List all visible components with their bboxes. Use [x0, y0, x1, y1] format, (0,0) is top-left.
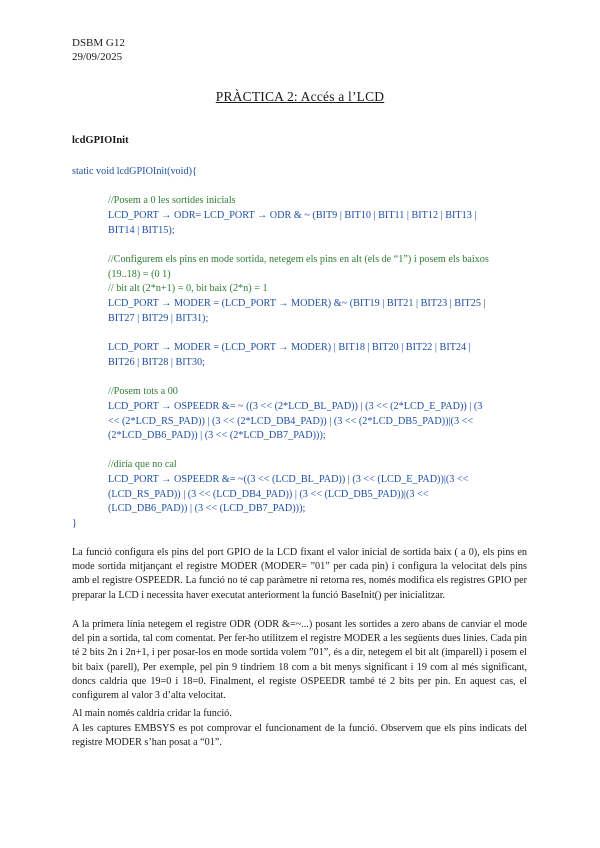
- code-line: LCD_PORT → MODER = (LCD_PORT → MODER) &~ (BIT19 | BIT21 | BIT23 | BIT25 |: [108, 298, 486, 309]
- code-comment: //Configurem els pins en mode sortida, netegem els pins en alt (els de “1”) i posem els baixos: [108, 254, 489, 265]
- code-comment: // bit alt (2*n+1) = 0, bit baix (2*n) = 1: [108, 283, 268, 294]
- author-label: DSBM G12: [72, 37, 125, 49]
- paragraph-description: La funció configura els pins del port GPIO de la LCD fixant el valor inicial de sortida baix ( a 0), els pins en mode sortida mitjançant el registre MODER (MODER= ”01” per cada pin) i configura la velocitat dels pins amb el registre OSPEEDR. La funció no té cap paràmetre ni retorna res, només modifica els registres GPIO per preparar la LCD i necessita haver executat anteriorment la funció BaseInit() per inicialitzar.: [72, 547, 527, 601]
- code-signature: static void lcdGPIOInit(void){: [72, 166, 197, 177]
- paragraph-explanation: A la primera línia netegem el registre ODR (ODR &=~...) posant les sortides a zero abans de canviar el mode del pin a sortida, tal com comentat. Per fer-ho utilitzem el registre MODER a les següents dues línies. Cada pin té 2 bits 2n i 2n+1, i per posar-los en mode sortida volem ”01”, és a dir, netegem el bit alt (imparell) i posem el bit baix (parell), Per exemple, pel pin 9 tindriem 18 com a bit menys significant i 19 com al més significant, doncs caldria que 19=0 i 18=0. Finalment, el registe OSPEEDR també té 2 bits per pin. En aquest cas, el configurem al valor 3 d’alta velocitat.: [72, 619, 527, 702]
- code-line: (LCD_DB6_PAD)) | (3 << (LCD_DB7_PAD)));: [108, 503, 306, 514]
- code-close-brace: }: [72, 518, 77, 529]
- code-comment: //diria que no cal: [108, 459, 177, 470]
- section-title: lcdGPIOInit: [72, 135, 129, 146]
- code-comment: //Posem tots a 00: [108, 386, 178, 397]
- code-line: BIT26 | BIT28 | BIT30;: [108, 357, 205, 368]
- date-label: 29/09/2025: [72, 51, 123, 63]
- code-line: (LCD_RS_PAD)) | (3 << (LCD_DB4_PAD)) | (3 << (LCD_DB5_PAD))|(3 <<: [108, 489, 429, 500]
- code-line: BIT14 | BIT15);: [108, 225, 175, 236]
- page-title: PRÀCTICA 2: Accés a l’LCD: [215, 89, 385, 104]
- paragraph-main: Al main només caldria cridar la funció.: [72, 708, 232, 719]
- code-comment: //Posem a 0 les sortides inicials: [108, 195, 236, 206]
- code-line: LCD_PORT → OSPEEDR &= ~ ((3 << (2*LCD_BL_PAD)) | (3 << (2*LCD_E_PAD)) | (3: [108, 401, 483, 412]
- code-comment: (19..18) = (0 1): [108, 269, 171, 280]
- code-line: (2*LCD_DB6_PAD)) | (3 << (2*LCD_DB7_PAD)));: [108, 430, 326, 441]
- code-line: LCD_PORT → OSPEEDR &= ~((3 << (LCD_BL_PAD)) | (3 << (LCD_E_PAD))|(3 <<: [108, 474, 469, 485]
- code-line: << (2*LCD_RS_PAD)) | (3 << (2*LCD_DB4_PAD)) | (3 << (2*LCD_DB5_PAD))|(3 <<: [108, 416, 474, 427]
- code-line: LCD_PORT → ODR= LCD_PORT → ODR & ~ (BIT9 | BIT10 | BIT11 | BIT12 | BIT13 |: [108, 210, 477, 221]
- paragraph-captures: A les captures EMBSYS es pot comprovar el funcionament de la funció. Observem que els pins indicats del registre MODER s’han posat a “01”.: [72, 723, 527, 749]
- code-line: BIT27 | BIT29 | BIT31);: [108, 313, 209, 324]
- code-line: LCD_PORT → MODER = (LCD_PORT → MODER) | BIT18 | BIT20 | BIT22 | BIT24 |: [108, 342, 471, 353]
